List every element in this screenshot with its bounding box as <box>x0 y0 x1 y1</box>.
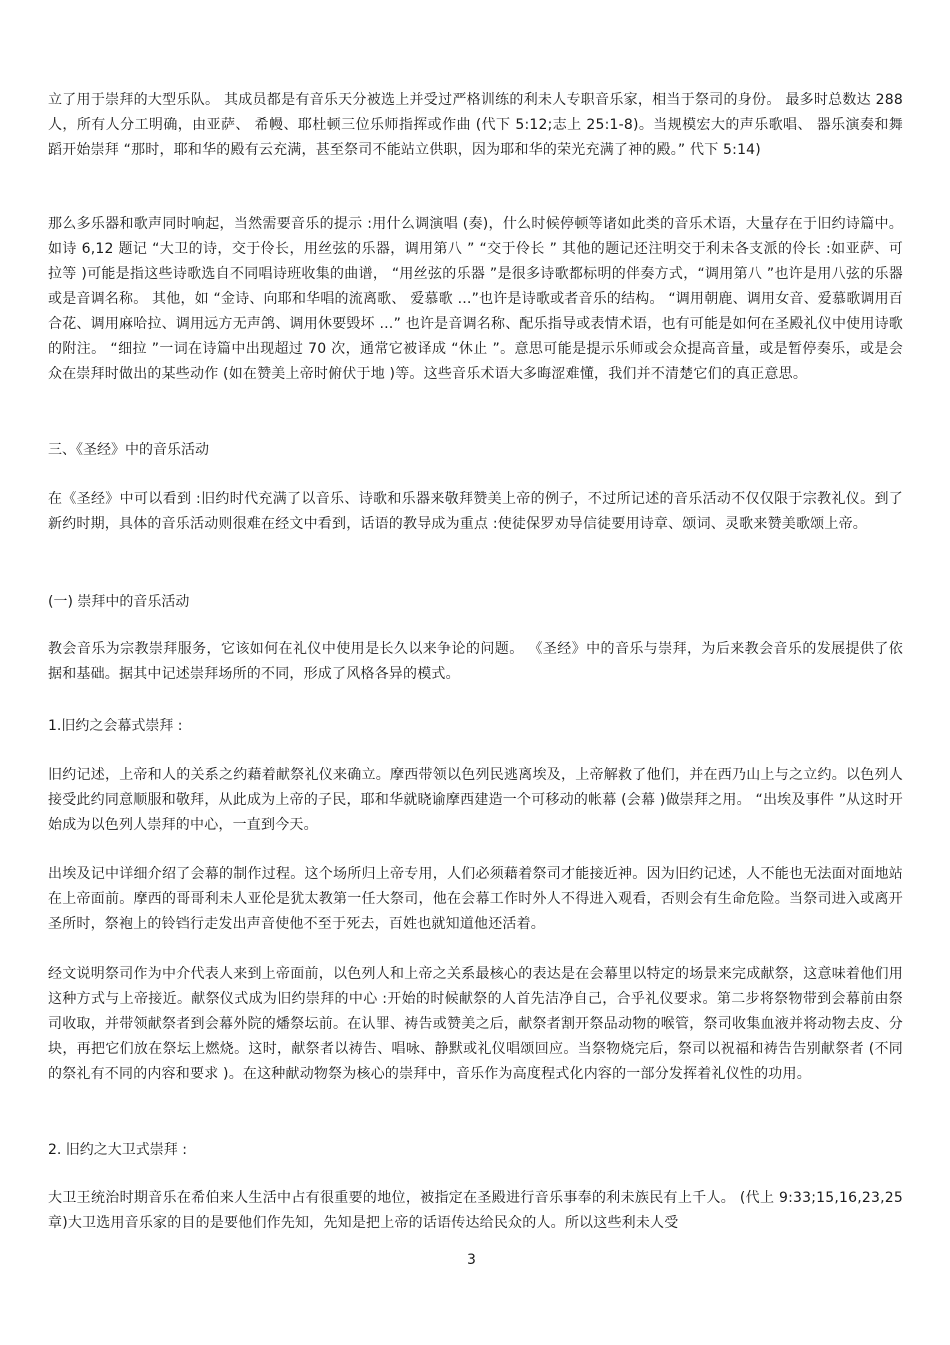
paragraph-music-band: 立了用于崇拜的大型乐队。 其成员都是有音乐天分被选上并受过严格训练的利未人专职音乐家，相当于祭司的身份。 最多时总数达 288 人，所有人分工明确，由亚萨、 希幔、耶杜顿三位乐师指挥或作曲 (代下 5:12;志上 25:1-8)。当规模宏大的声乐歌唱、 器乐演奏和舞蹈开始崇拜 “那时，耶和华的殿有云充满，甚至祭司不能站立供职，因为耶和华的荣光充满了神的殿。” 代下 5:14) <box>48 92 903 158</box>
paragraph-tabernacle-construction: 出埃及记中详细介绍了会幕的制作过程。这个场所归上帝专用，人们必须藉着祭司才能接近神。因为旧约记述，人不能也无法面对面地站在上帝面前。摩西的哥哥利未人亚伦是犹太教第一任大祭司，他在会幕工作时外人不得进入观看，否则会有生命危险。当祭司进入或离开圣所时，祭袍上的铃铛行走发出声音使他不至于死去，百姓也就知道他还活着。 <box>48 866 903 932</box>
paragraph-music-terms: 那么多乐器和歌声同时响起，当然需要音乐的提示 :用什么调演唱 (奏)，什么时候停顿等诸如此类的音乐术语，大量存在于旧约诗篇中。如诗 6,12 题记 “大卫的诗，交于伶长，用丝弦的乐器，调用第八 ” “交于伶长 ” 其他的题记还注明交于利未各支派的伶长 :如亚萨、可拉等 )可能是指这些诗歌选自不同唱诗班收集的曲谱， “用丝弦的乐器 ”是很多诗歌都标明的伴奏方式，“调用第八 ”也许是用八弦的乐器或是音调名称。 其他，如 “金诗、向耶和华唱的流离歌、 爱慕歌 …”也许是诗歌或者音乐的结构。 “调用朝鹿、调用女音、爱慕歌调用百合花、调用麻哈拉、调用远方无声鸽、调用休要毁坏 …” 也许是音调名称、配乐指导或表情术语，也有可能是如何在圣殿礼仪中使用诗歌的附注。 “细拉 ”一词在诗篇中出现超过 70 次，通常它被译成 “休止 ”。意思可能是提示乐师或会众提高音量，或是暂停奏乐，或是会众在崇拜时做出的某些动作 (如在赞美上帝时俯伏于地 )等。这些音乐术语大多晦涩难懂，我们并不清楚它们的真正意思。 <box>48 216 904 382</box>
paragraph-church-music: 教会音乐为宗教崇拜服务，它该如何在礼仪中使用是长久以来争论的问题。 《圣经》中的音乐与崇拜，为后来教会音乐的发展提供了依据和基础。据其中记述崇拜场所的不同，形成了风格各异的模式。 <box>48 641 903 682</box>
item-heading-tabernacle: 1.旧约之会幕式崇拜 : <box>48 718 183 734</box>
item-heading-david: 2. 旧约之大卫式崇拜 : <box>48 1142 187 1158</box>
paragraph-bible-music: 在《圣经》中可以看到 :旧约时代充满了以音乐、诗歌和乐器来敬拜赞美上帝的例子，不过所记述的音乐活动不仅仅限于宗教礼仪。到了新约时期，具体的音乐活动则很难在经文中看到，话语的教导成为重点 :使徒保罗劝导信徒要用诗章、颂词、灵歌来赞美歌颂上帝。 <box>48 491 903 532</box>
paragraph-king-david: 大卫王统治时期音乐在希伯来人生活中占有很重要的地位，被指定在圣殿进行音乐事奉的利未族民有上千人。 (代上 9:33;15,16,23,25 章)大卫选用音乐家的目的是要他们作先知，先知是把上帝的话语传达给民众的人。所以这些利未人受 <box>48 1190 903 1231</box>
section-heading-music-activities: 三、《圣经》中的音乐活动 <box>48 442 209 458</box>
page-number: 3 <box>467 1252 476 1268</box>
paragraph-sacrifice-ritual: 经文说明祭司作为中介代表人来到上帝面前，以色列人和上帝之关系最核心的表达是在会幕里以特定的场景来完成献祭，这意味着他们用这种方式与上帝接近。献祭仪式成为旧约崇拜的中心 :开始的时候献祭的人首先洁净自己，合乎礼仪要求。第二步将祭物带到会幕前由祭司收取，并带领献祭者到会幕外院的燔祭坛前。在认罪、祷告或赞美之后，献祭者割开祭品动物的喉管，祭司收集血液并将动物去皮、分块，再把它们放在祭坛上燃烧。这时，献祭者以祷告、唱咏、静默或礼仪唱颂回应。当祭物烧完后，祭司以祝福和祷告告别献祭者 (不同的祭礼有不同的内容和要求 )。在这种献动物祭为核心的崇拜中，音乐作为高度程式化内容的一部分发挥着礼仪性的功用。 <box>48 966 903 1082</box>
paragraph-covenant: 旧约记述，上帝和人的关系之约藉着献祭礼仪来确立。摩西带领以色列民逃离埃及，上帝解救了他们，并在西乃山上与之立约。以色列人接受此约同意顺服和敬拜，从此成为上帝的子民，耶和华就晓谕摩西建造一个可移动的帐幕 (会幕 )做崇拜之用。 “出埃及事件 ”从这时开始成为以色列人崇拜的中心，一直到今天。 <box>48 767 903 833</box>
subsection-heading-worship: (一) 崇拜中的音乐活动 <box>48 594 190 610</box>
